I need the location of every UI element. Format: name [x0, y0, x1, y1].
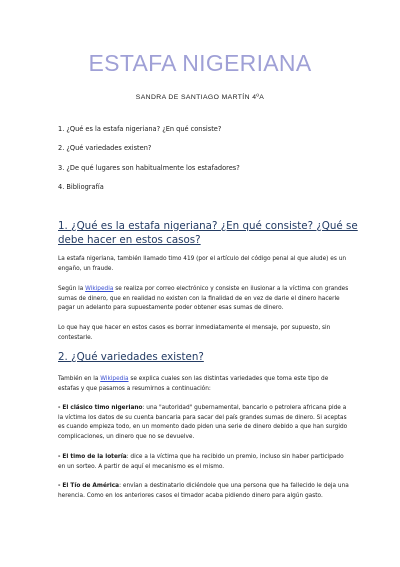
toc-item: 3. ¿De qué lugares son habitualmente los estafadores?: [58, 163, 240, 172]
text-span: se explica cuales son las distintas variedades que toma este tipo de estafas y que pasamos a resumirnos a continuación:: [58, 376, 329, 392]
variety-text: : una "autoridad" gubernamental, bancario o petrolera africana pide a la víctima los datos de su cuenta bancaria para sacar del país grandes sumas de dinero. Si aceptas es cuando empieza todo, en un momento dado piden una serie de dinero debido a que han surgido complicaciones, un dinero que no se devuelve.: [58, 405, 348, 440]
section-1-paragraph-3: Lo que hay que hacer en estos casos es borrar inmediatamente el mensaje, por supuesto, sin contestarle.: [58, 325, 331, 341]
variety-label: - El clásico timo nigeriano: [58, 405, 143, 411]
table-of-contents: [58, 124, 358, 202]
text-span: También en la: [58, 376, 101, 382]
document-title: ESTAFA NIGERIANA: [88, 50, 312, 76]
variety-item-1: [58, 404, 350, 442]
variety-label: - El Tío de América: [58, 483, 120, 489]
text-span: se realiza por correo electrónico y consiste en ilusionar a la víctima con grandes sumas de dinero, que en realidad no existen con la finalidad de en vez de darle el dinero hacerle pagar un adelanto para supuestamente poder obtener esas sumas de dinero.: [58, 286, 349, 311]
variety-text: : envían a destinatario diciéndole que una persona que ha fallecido le deja una herencia. Como en los anteriores casos el timador acaba pidiendo dinero para algún gasto.: [58, 483, 349, 499]
variety-text: : dice a la víctima que ha recibido un premio, incluso sin haber participado en un sorteo. A partir de aquí el mecanismo es el mismo.: [58, 454, 344, 470]
toc-item: 4. Bibliografía: [58, 183, 104, 192]
toc-item: 1. ¿Qué es la estafa nigeriana? ¿En qué consiste?: [58, 125, 222, 133]
section-2-intro: [58, 375, 350, 394]
toc-item: 2. ¿Qué variedades existen?: [58, 144, 152, 153]
section-2-heading: 2. ¿Qué variedades existen?: [58, 351, 204, 363]
text-span: Según la: [58, 286, 86, 292]
variety-label: - El timo de la lotería: [58, 454, 127, 460]
variety-item-2: [58, 453, 350, 472]
wikipedia-link[interactable]: Wikipedia: [85, 286, 114, 292]
wikipedia-link[interactable]: Wikipedia: [100, 376, 129, 382]
section-1-heading: 1. ¿Qué es la estafa nigeriana? ¿En qué consiste? ¿Qué se debe hacer en estos casos?: [58, 220, 358, 246]
variety-item-3: [58, 482, 350, 501]
author-line: SANDRA DE SANTIAGO MARTÍN 4ºA: [135, 94, 265, 101]
section-1-paragraph-1: La estafa nigeriana, también llamado timo 419 (por el artículo del código penal al que alude) es un engaño, un fraude.: [58, 256, 347, 272]
section-1-paragraph-2: [58, 285, 350, 314]
